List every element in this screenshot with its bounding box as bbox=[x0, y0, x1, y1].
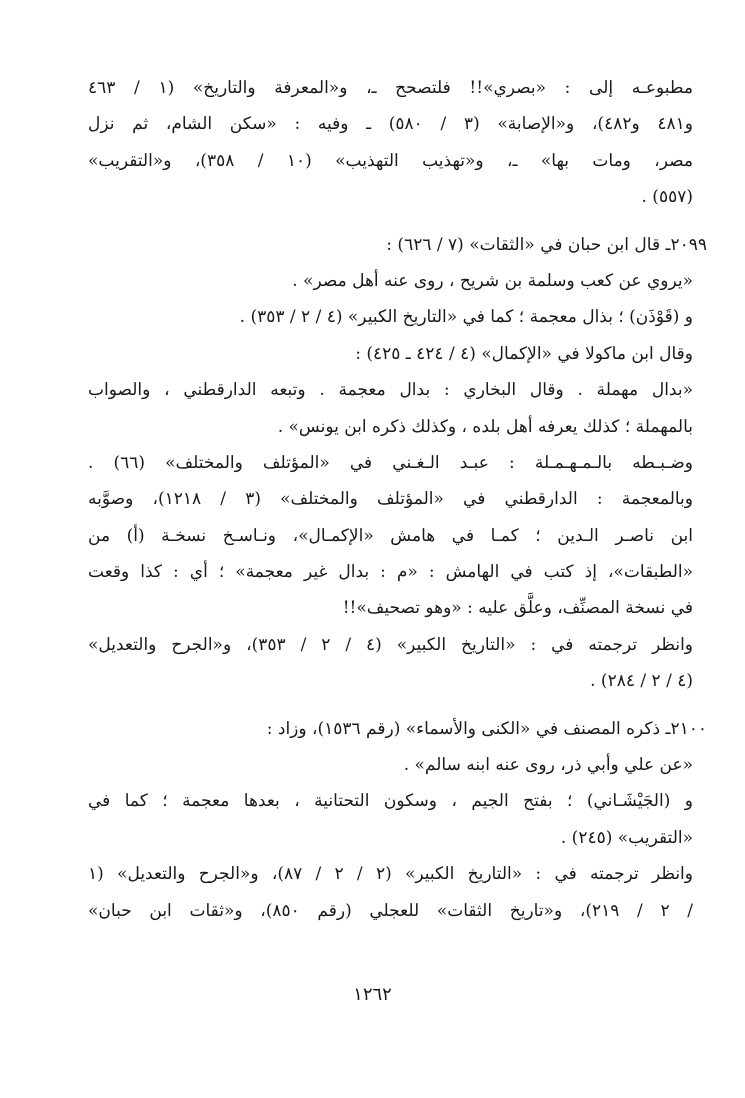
text-line: ابن ناصـر الـدين ؛ كمـا في هامش «الإكمـال»، ونـاسـخ نسخـة (أ) من bbox=[88, 525, 693, 546]
text-line: «يروي عن كعب وسلمة بن شريح ، روى عنه أهل مصر» . bbox=[292, 270, 693, 291]
entry-heading-line: ٢١٠٠ـ ذكره المصنف في «الكنى والأسماء» (رقم ١٥٣٦)، وزاد : bbox=[266, 718, 707, 739]
text-line: «عن علي وأبي ذر، روى عنه ابنه سالم» . bbox=[403, 755, 693, 776]
text-line: (٥٥٧) . bbox=[641, 187, 693, 208]
text-line: (٤ / ٢ / ٢٨٤) . bbox=[590, 671, 693, 692]
text-line: «الطبقات»، إذ كتب في الهامش : «م : بدال غير معجمة» ؛ أي : كذا وقعت bbox=[88, 562, 693, 583]
text-line: / ٢ / ٢١٩)، و«تاريخ الثقات» للعجلي (رقم ٨٥٠)، و«ثقات ابن حبان» bbox=[88, 900, 693, 921]
text-line: و (الجَيْشَـاني) ؛ بفتح الجيم ، وسكون التحتانية ، بعدها معجمة ؛ كما في bbox=[88, 791, 693, 812]
paragraph-gap bbox=[88, 700, 693, 711]
text-line: في نسخة المصنِّف، وعلَّق عليه : «وهو تصحيف»!! bbox=[342, 598, 693, 619]
text-line: وانظر ترجمته في : «التاريخ الكبير» (٢ / ٢ / ٨٧)، و«الجرح والتعديل» (١ bbox=[88, 864, 693, 885]
text-line: مطبوعـه إلى : «بصري»!! فلتصحح ـ، و«المعرفة والتاريخ» (١ / ٤٦٣ bbox=[88, 78, 693, 98]
text-line: «بدال مهملة . وقال البخاري : بدال معجمة . وتبعه الدارقطني ، والصواب bbox=[88, 380, 693, 401]
page-body bbox=[88, 70, 707, 929]
entry-heading-line: ٢٠٩٩ـ قال ابن حبان في «الثقات» (٧ / ٦٢٦) : bbox=[386, 234, 707, 255]
text-line: وانظر ترجمته في : «التاريخ الكبير» (٤ / ٢ / ٣٥٣)، و«الجرح والتعديل» bbox=[88, 634, 693, 655]
text-line: و (قَوْذَن) ؛ بذال معجمة ؛ كما في «التاريخ الكبير» (٤ / ٢ / ٣٥٣) . bbox=[239, 307, 693, 328]
paragraph-gap bbox=[88, 216, 693, 227]
text-line: وقال ابن ماكولا في «الإكمال» (٤ / ٤٢٤ ـ ٤٢٥) : bbox=[355, 343, 693, 364]
text-line: و٤٨١ و٤٨٢)، و«الإصابة» (٣ / ٥٨٠) ـ وفيه : «سكن الشام، ثم نزل bbox=[88, 114, 693, 135]
text-line: بالمهملة ؛ كذلك يعرفه أهل بلده ، وكذلك ذكره ابن يونس» . bbox=[277, 416, 693, 437]
text-line: وضـبـطه بالـمـهـمـلة : عبـد الـغـني في «المؤتلف والمختلف» (٦٦) . bbox=[88, 452, 693, 473]
text-line: «التقريب» (٢٤٥) . bbox=[560, 827, 693, 848]
page-number: ١٢٦٢ bbox=[353, 984, 392, 1005]
text-line: مصر، ومات بها» ـ، و«تهذيب التهذيب» (١٠ / ٣٥٨)، و«التقريب» bbox=[88, 150, 693, 171]
text-line: وبالمعجمة : الدارقطني في «المؤتلف والمختلف» (٣ / ١٢١٨)، وصوَّبه bbox=[88, 489, 693, 510]
